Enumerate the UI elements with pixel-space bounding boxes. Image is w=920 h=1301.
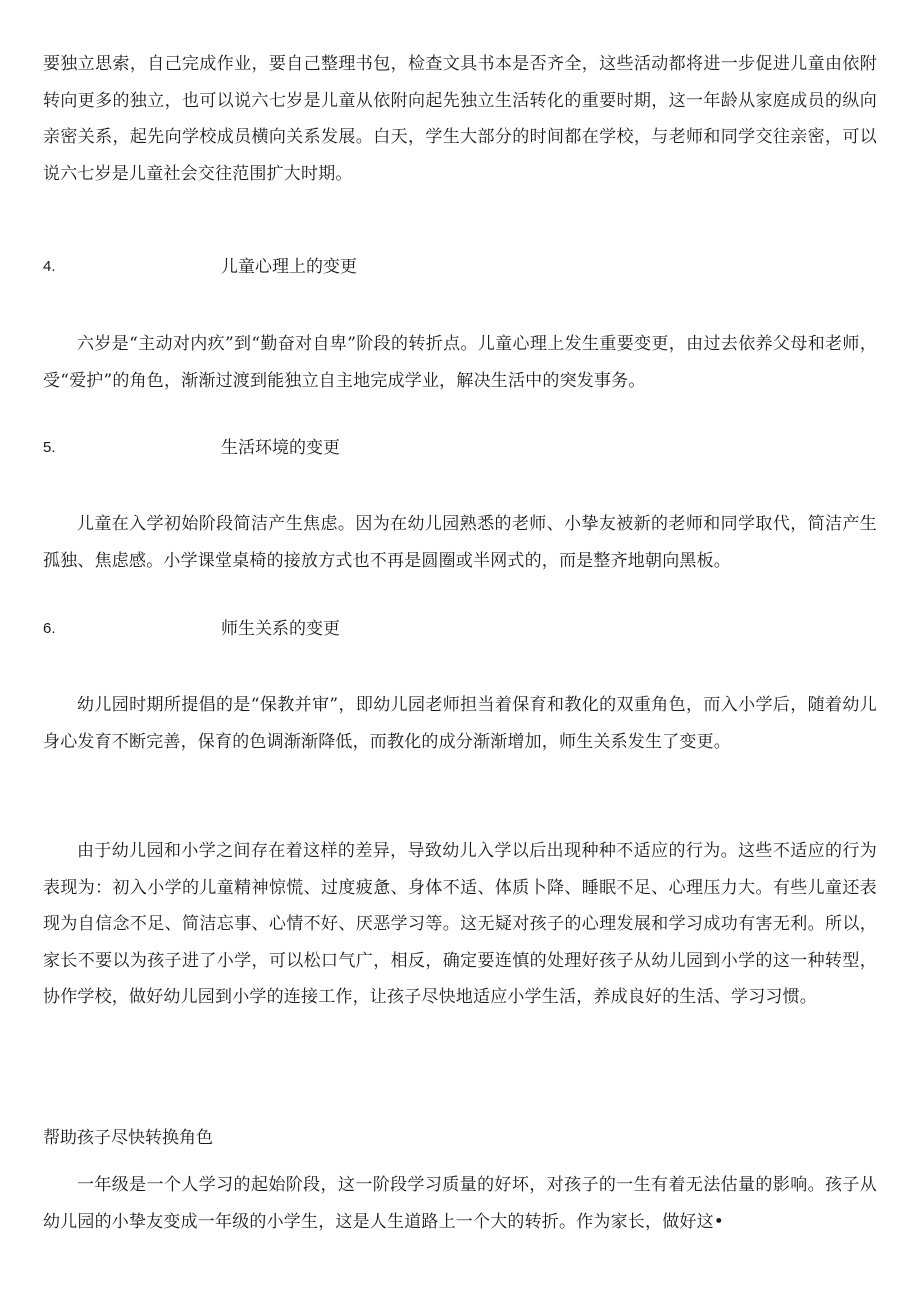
section-title-help: 帮助孩子尽快转换角色 — [43, 1128, 213, 1148]
section-number-4: 4. — [43, 258, 56, 275]
section-number-5: 5. — [43, 439, 56, 456]
intro-paragraph: 要独立思索，自己完成作业，要自己整理书包，检查文具书本是否齐全，这些活动都将进一步促进儿童由依附转向更多的独立，也可以说六七岁是儿童从依附向起先独立生活转化的重要时期，这一年龄从家庭成员的纵向亲密关系，起先向学校成员横向关系发展。白天，学生大部分的时间都在学校，与老师和同学交往亲密，可以说六七岁是儿童社会交往范围扩大时期。 — [43, 54, 877, 184]
section-heading-6: 师生关系的变更 — [221, 619, 340, 639]
section-number-6: 6. — [43, 620, 56, 637]
section-heading-5: 生活环境的变更 — [221, 438, 340, 458]
final-paragraph: 一年级是一个人学习的起始阶段，这一阶段学习质量的好坏，对孩子的一生有着无法估量的影响。孩子从幼儿园的小挚友变成一年级的小学生，这是人生道路上一个大的转折。作为家长，做好这• — [43, 1175, 877, 1232]
section-5-paragraph: 儿童在入学初始阶段简洁产生焦虑。因为在幼儿园熟悉的老师、小挚友被新的老师和同学取代，简洁产生孤独、焦虑感。小学课堂桌椅的接放方式也不再是圆圈或半网式的，而是整齐地朝向黑板。 — [43, 514, 877, 571]
section-heading-4: 儿童心理上的变更 — [221, 257, 357, 277]
summary-paragraph: 由于幼儿园和小学之间存在着这样的差异，导致幼儿入学以后出现种种不适应的行为。这些不适应的行为表现为：初入小学的儿童精神惊慌、过度疲惫、身体不适、体质卜降、睡眠不足、心理压力大。有些儿童还表现为自信念不足、简洁忘事、心情不好、厌恶学习等。这无疑对孩子的心理发展和学习成功有害无利。所以，家长不要以为孩子进了小学，可以松口气广，相反，确定要连慎的处理好孩子从幼儿园到小学的这一种转型，协作学校，做好幼儿园到小学的连接工作，让孩子尽快地适应小学生活，养成良好的生活、学习习惯。 — [43, 841, 877, 1007]
section-4-paragraph: 六岁是“主动对内疚”到“勤奋对自卑”阶段的转折点。儿童心理上发生重要变更，由过去依养父母和老师，受“爱护”的角色，渐渐过渡到能独立自主地完成学业，解决生活中的突发事务。 — [43, 334, 877, 391]
section-6-paragraph: 幼儿园时期所提倡的是“保教并审”，即幼儿园老师担当着保育和教化的双重角色，而入小学后，随着幼儿身心发育不断完善，保育的色调渐渐降低，而教化的成分渐渐增加，师生关系发生了变更。 — [43, 695, 877, 752]
